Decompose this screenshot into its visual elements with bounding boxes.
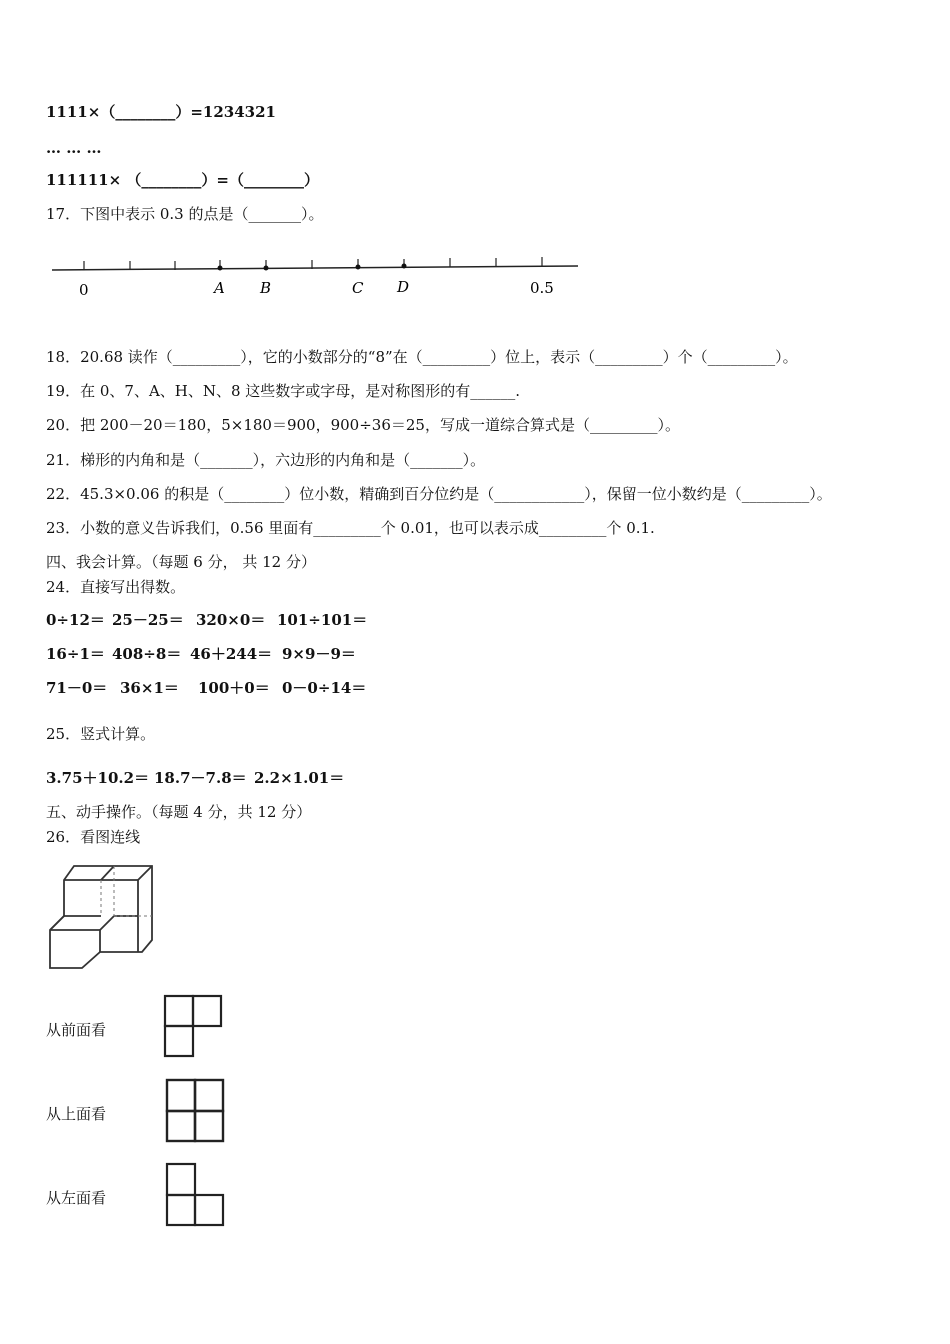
question-25-title: 25．竖式计算。 <box>46 725 156 743</box>
question-26-title: 26．看图连线 <box>46 828 141 846</box>
label-zero: 0 <box>79 281 89 299</box>
calc-row-3 <box>46 678 366 698</box>
calc-item: 100＋0＝ <box>198 679 270 697</box>
view-top-label: 从上面看 <box>46 1105 107 1123</box>
label-a: A <box>214 279 225 297</box>
calc-item: 0÷12＝ <box>46 611 105 629</box>
question-21: 21．梯形的内角和是（_______），六边形的内角和是（_______）。 <box>46 451 486 469</box>
number-line-axis <box>52 266 578 270</box>
view-front-label: 从前面看 <box>46 1021 107 1039</box>
question-24-title: 24．直接写出得数。 <box>46 578 186 596</box>
pattern-line-1: 1111×（________）=1234321 <box>46 103 276 121</box>
front-view-figure <box>163 994 227 1060</box>
section-4-heading: 四、我会计算。（每题 6 分， 共 12 分） <box>46 553 316 571</box>
calc-item: 25－25＝ <box>112 611 184 629</box>
question-23: 23．小数的意义告诉我们，0.56 里面有_________个 0.01，也可以表示成_________个 0.1. <box>46 519 655 537</box>
calc-item: 36×1＝ <box>120 679 179 697</box>
label-b: B <box>260 279 272 297</box>
point-a-dot <box>218 266 223 271</box>
question-18: 18．20.68 读作（_________），它的小数部分的“8”在（_________）位上，表示（_________）个（_________）。 <box>46 348 798 366</box>
vertical-calc-row <box>46 768 344 788</box>
calc-row-2 <box>46 644 356 664</box>
question-22: 22．45.3×0.06 的积是（________）位小数，精确到百分位约是（____________），保留一位小数约是（_________）。 <box>46 485 832 503</box>
section-5-heading: 五、动手操作。（每题 4 分，共 12 分） <box>46 803 312 821</box>
number-line <box>40 250 600 310</box>
question-17: 17．下图中表示 0.3 的点是（_______）。 <box>46 205 324 223</box>
calc-item: 71－0＝ <box>46 679 108 697</box>
calc-row-1 <box>46 610 367 630</box>
calc-item: 9×9－9＝ <box>282 645 356 663</box>
pattern-line-3: 111111× （________）=（________） <box>46 171 319 189</box>
view-left-label: 从左面看 <box>46 1189 107 1207</box>
point-d-dot <box>402 264 407 269</box>
calc-item: 3.75＋10.2＝ <box>46 769 150 787</box>
calc-item: 2.2×1.01＝ <box>254 769 345 787</box>
calc-item: 320×0＝ <box>196 611 266 629</box>
question-20: 20．把 200－20＝180，5×180＝900，900÷36＝25，写成一道综合算式是（_________）。 <box>46 416 680 434</box>
left-view-figure <box>164 1161 228 1229</box>
label-c: C <box>352 279 364 297</box>
calc-item: 101÷101＝ <box>277 611 368 629</box>
calc-item: 16÷1＝ <box>46 645 105 663</box>
calc-item: 408÷8＝ <box>112 645 182 663</box>
point-c-dot <box>356 265 361 270</box>
calc-item: 18.7－7.8＝ <box>154 769 247 787</box>
cube-figure <box>42 858 162 978</box>
point-b-dot <box>264 266 269 271</box>
question-19: 19．在 0、7、A、H、N、8 这些数字或字母，是对称图形的有______. <box>46 382 521 400</box>
label-d: D <box>397 278 410 296</box>
label-end: 0.5 <box>530 279 554 297</box>
pattern-line-ellipsis: … … … <box>46 139 102 157</box>
top-view-figure <box>164 1077 228 1145</box>
calc-item: 46＋244＝ <box>190 645 273 663</box>
calc-item: 0－0÷14＝ <box>282 679 367 697</box>
